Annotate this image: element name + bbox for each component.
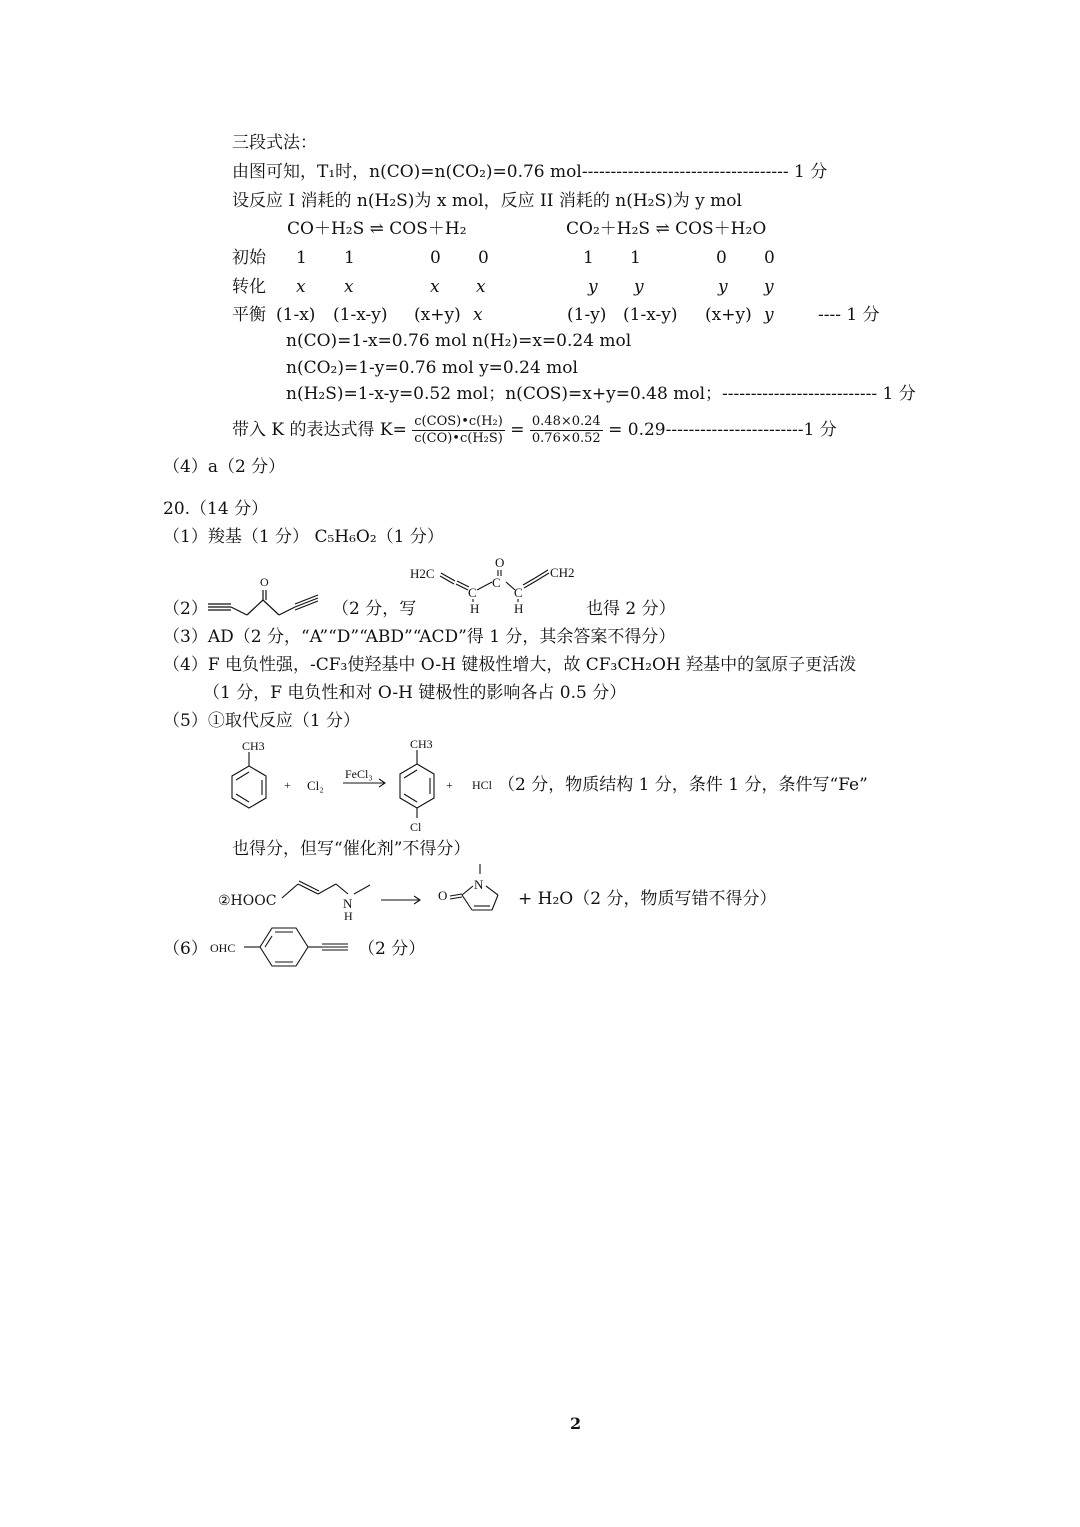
- hcl-label: HCl: [472, 778, 493, 792]
- ch3-label: CH3: [242, 739, 265, 753]
- table-cell: (x+y): [414, 305, 461, 325]
- result-line-3: n(H₂S)=1-x-y=0.52 mol；n(COS)=x+y=0.48 mol；--------------------------- 1 分: [286, 384, 916, 404]
- table-cell: (x+y): [705, 305, 752, 325]
- reaction2-label: ②HOOC: [218, 893, 277, 909]
- plus-sign: +: [284, 778, 291, 792]
- k-expression: [232, 412, 837, 448]
- oxygen-label: O: [260, 575, 269, 589]
- table-cell: y: [764, 277, 774, 297]
- answer-19-4: （4）a（2 分）: [163, 457, 286, 477]
- nh-h-label: H: [344, 909, 353, 923]
- table-cell: (1-x): [276, 305, 316, 325]
- table-cell: 1: [583, 248, 594, 268]
- cl2-label: Cl₂: [307, 778, 324, 793]
- answer-20-5-note2: 也得分，但写“催化剂”不得分）: [232, 839, 471, 859]
- row-label-change: 转化: [232, 277, 266, 297]
- carbonyl-c-label: C: [492, 575, 501, 590]
- score-mark: ---- 1 分: [818, 305, 880, 325]
- answer-20-5-label: （5）①取代反应（1 分）: [163, 711, 361, 731]
- row-label-initial: 初始: [232, 248, 266, 268]
- k-value-numerator: 0.48×0.24: [531, 414, 601, 429]
- toluene-ring: [232, 752, 266, 808]
- aldehyde-alkyne-structure: [208, 922, 358, 970]
- table-cell: y: [588, 277, 598, 297]
- table-cell: y: [764, 305, 774, 325]
- table-cell: 0: [478, 248, 489, 268]
- fecl3-label: FeCl₃: [345, 767, 373, 781]
- chlorotoluene-ring: [400, 750, 434, 818]
- plus-sign: +: [446, 778, 453, 792]
- table-cell: 1: [344, 248, 355, 268]
- table-cell: (1-x-y): [623, 305, 678, 325]
- ring-n-label: N: [474, 877, 484, 892]
- answer-20-6-score: （2 分）: [358, 939, 426, 959]
- table-cell: 0: [764, 248, 775, 268]
- diynone-structure: [205, 572, 325, 617]
- c-label: C: [468, 585, 477, 600]
- answer-20-4-line1: （4）F 电负性强，-CF₃使羟基中 O-H 键极性增大，故 CF₃CH₂OH 羟基中的氢原子更活泼: [163, 655, 857, 675]
- table-cell: y: [634, 277, 644, 297]
- result-line-1: n(CO)=1-x=0.76 mol n(H₂)=x=0.24 mol: [286, 331, 632, 351]
- ch3-label: CH3: [410, 737, 433, 751]
- answer-20-3: （3）AD（2 分，“A”“D”“ABD”“ACD”得 1 分，其余答案不得分）: [163, 627, 676, 647]
- answer-20-5-note: （2 分，物质结构 1 分，条件 1 分，条件写“Fe”: [498, 775, 868, 795]
- k-numerator: c(COS)•c(H₂): [414, 414, 503, 429]
- allene-structure: [410, 550, 590, 618]
- table-cell: x: [430, 277, 440, 297]
- k-result: = 0.29------------------------1 分: [608, 420, 837, 440]
- line-t1: 由图可知，T₁时，n(CO)=n(CO₂)=0.76 mol------------------------------------ 1 分: [232, 162, 828, 182]
- h-label: H: [514, 601, 524, 616]
- table-cell: x: [476, 277, 486, 297]
- result-line-2: n(CO₂)=1-y=0.76 mol y=0.24 mol: [286, 358, 578, 378]
- table-cell: 1: [296, 248, 307, 268]
- answer-20-2-score: （2 分，写: [332, 599, 417, 619]
- answer-20-2-label: （2）: [163, 599, 208, 619]
- table-cell: x: [344, 277, 354, 297]
- k-prefix: 带入 K 的表达式得 K=: [232, 420, 407, 440]
- equation-1: CO＋H₂S ⇌ COS＋H₂: [287, 219, 467, 239]
- table-cell: y: [718, 277, 728, 297]
- k-value-fraction: [530, 414, 603, 447]
- h-label: H: [470, 601, 480, 616]
- table-cell: x: [473, 305, 483, 325]
- equation-2: CO₂＋H₂S ⇌ COS＋H₂O: [566, 219, 767, 239]
- ch2-label: CH2: [550, 565, 575, 580]
- oxygen-label: O: [438, 888, 448, 903]
- k-fraction: [412, 414, 505, 447]
- answer-20-4-line2: （1 分，F 电负性和对 O-H 键极性的影响各占 0.5 分）: [203, 683, 627, 703]
- answer-20-6-label: （6）: [163, 939, 208, 959]
- k-equals: =: [510, 420, 525, 440]
- answer-20-1: （1）羧基（1 分） C₅H₆O₂（1 分）: [163, 527, 444, 547]
- question-20-title: 20.（14 分）: [163, 499, 269, 519]
- cyclization-reaction: [268, 860, 528, 930]
- h2c-label: H2C: [410, 566, 435, 581]
- ohc-label: OHC: [210, 941, 236, 955]
- k-value-denominator: 0.76×0.52: [531, 431, 601, 446]
- k-denominator: c(CO)•c(H₂S): [414, 431, 503, 446]
- page-number: 2: [570, 1414, 582, 1433]
- table-cell: 1: [630, 248, 641, 268]
- line-assume: 设反应 I 消耗的 n(H₂S)为 x mol，反应 II 消耗的 n(H₂S)为 y mol: [232, 191, 742, 211]
- table-cell: 0: [716, 248, 727, 268]
- nh-n-label: N: [343, 896, 353, 911]
- c-label: C: [514, 585, 523, 600]
- table-cell: (1-x-y): [333, 305, 388, 325]
- method-title: 三段式法：: [232, 133, 317, 153]
- cl-label: Cl: [410, 820, 422, 834]
- table-cell: 0: [430, 248, 441, 268]
- row-label-equilibrium: 平衡: [232, 305, 266, 325]
- answer-20-5b-tail: + H₂O（2 分，物质写错不得分）: [518, 889, 777, 909]
- table-cell: (1-y): [567, 305, 607, 325]
- table-cell: x: [296, 277, 306, 297]
- oxygen-label: O: [495, 555, 505, 570]
- answer-20-2-alt: 也得 2 分）: [586, 599, 676, 619]
